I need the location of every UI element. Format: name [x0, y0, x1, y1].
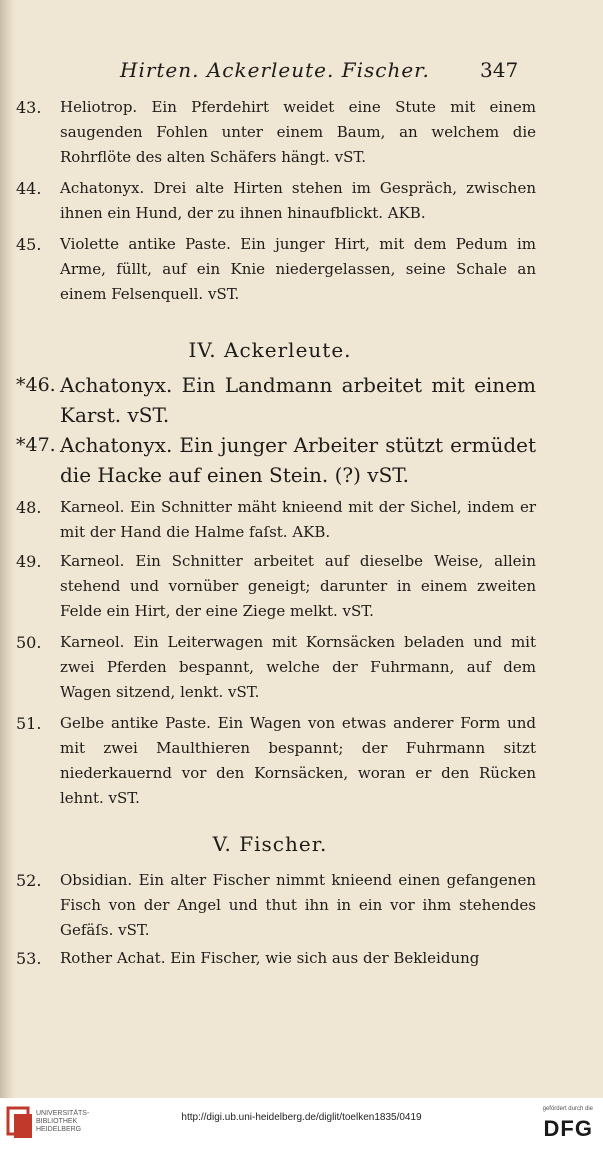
entry-number: 43. [16, 98, 42, 117]
entry-number: 53. [16, 949, 42, 968]
entry-number: *46. [16, 374, 56, 396]
entry-52 [16, 868, 536, 943]
entry-number: 48. [16, 498, 42, 517]
entry-46 [16, 370, 536, 430]
running-head [0, 58, 603, 86]
entry-number: *47. [16, 434, 56, 456]
entry-text: Karneol. Ein Schnitter arbeitet auf dieselbe Weise, allein stehend und vornüber geneigt; darunter in einem zweiten Felde ein Hirt, der eine Ziege melkt. vST. [60, 552, 536, 620]
entry-45 [16, 232, 536, 307]
entry-48 [16, 495, 536, 545]
page-number: 347 [480, 58, 519, 82]
gutter-shadow [0, 0, 14, 1098]
entry-text: Achatonyx. Drei alte Hirten stehen im Gespräch, zwischen ihnen ein Hund, der zu ihnen hinaufblickt. AKB. [60, 179, 536, 222]
footer-bar [0, 1098, 603, 1149]
entry-43 [16, 95, 536, 170]
section-heading-fischer: V. Fischer. [212, 832, 328, 856]
entry-53 [16, 946, 536, 971]
entry-text: Karneol. Ein Schnitter mäht knieend mit der Sichel, indem er mit der Hand die Halme faſst. AKB. [60, 498, 536, 541]
permalink-url[interactable]: http://digi.ub.uni-heidelberg.de/diglit/toelken1835/0419 [181, 1112, 422, 1123]
entry-51 [16, 711, 536, 811]
entry-number: 50. [16, 633, 42, 652]
dfg-logo: DFG [543, 1116, 593, 1141]
entry-text: Rother Achat. Ein Fischer, wie sich aus der Bekleidung [60, 949, 480, 967]
entry-text: Heliotrop. Ein Pferdehirt weidet eine Stute mit einem saugenden Fohlen unter einem Baum, an welchem die Rohrflöte des alten Schäfers hängt. vST. [60, 98, 536, 166]
running-title: Hirten. Ackerleute. Fischer. [120, 58, 430, 82]
entry-text: Karneol. Ein Leiterwagen mit Kornsäcken beladen und mit zwei Pferden bespannt, welche der Fuhrmann, auf dem Wagen sitzend, lenkt. vST. [60, 633, 536, 701]
entry-44 [16, 176, 536, 226]
entry-text: Violette antike Paste. Ein junger Hirt, mit dem Pedum im Arme, füllt, auf ein Knie niedergelassen, seine Schale an einem Felsenquell. vST. [60, 235, 536, 303]
entry-number: 52. [16, 871, 42, 890]
entry-text: Obsidian. Ein alter Fischer nimmt knieend einen gefangenen Fisch von der Angel und thut ihn in ein vor ihm stehendes Gefäſs. vST. [60, 871, 536, 939]
entry-text: Gelbe antike Paste. Ein Wagen von etwas anderer Form und mit zwei Maulthieren bespannt; der Fuhrmann sitzt niederkauernd vor den Kornsäcken, woran er den Rücken lehnt. vST. [60, 714, 536, 807]
entry-number: 51. [16, 714, 42, 733]
entry-number: 49. [16, 552, 42, 571]
entry-47 [16, 430, 536, 490]
section-heading-ackerleute: IV. Ackerleute. [188, 338, 352, 362]
entry-text: Achatonyx. Ein junger Arbeiter stützt ermüdet die Hacke auf einen Stein. (?) vST. [60, 433, 536, 487]
entry-number: 45. [16, 235, 42, 254]
library-name: UNIVERSITÄTS- BIBLIOTHEK HEIDELBERG [36, 1110, 90, 1133]
funded-by-label: gefördert durch die [542, 1106, 593, 1112]
entry-text: Achatonyx. Ein Landmann arbeitet mit einem Karst. vST. [60, 373, 536, 427]
entry-50 [16, 630, 536, 705]
entry-number: 44. [16, 179, 42, 198]
entry-49 [16, 549, 536, 624]
